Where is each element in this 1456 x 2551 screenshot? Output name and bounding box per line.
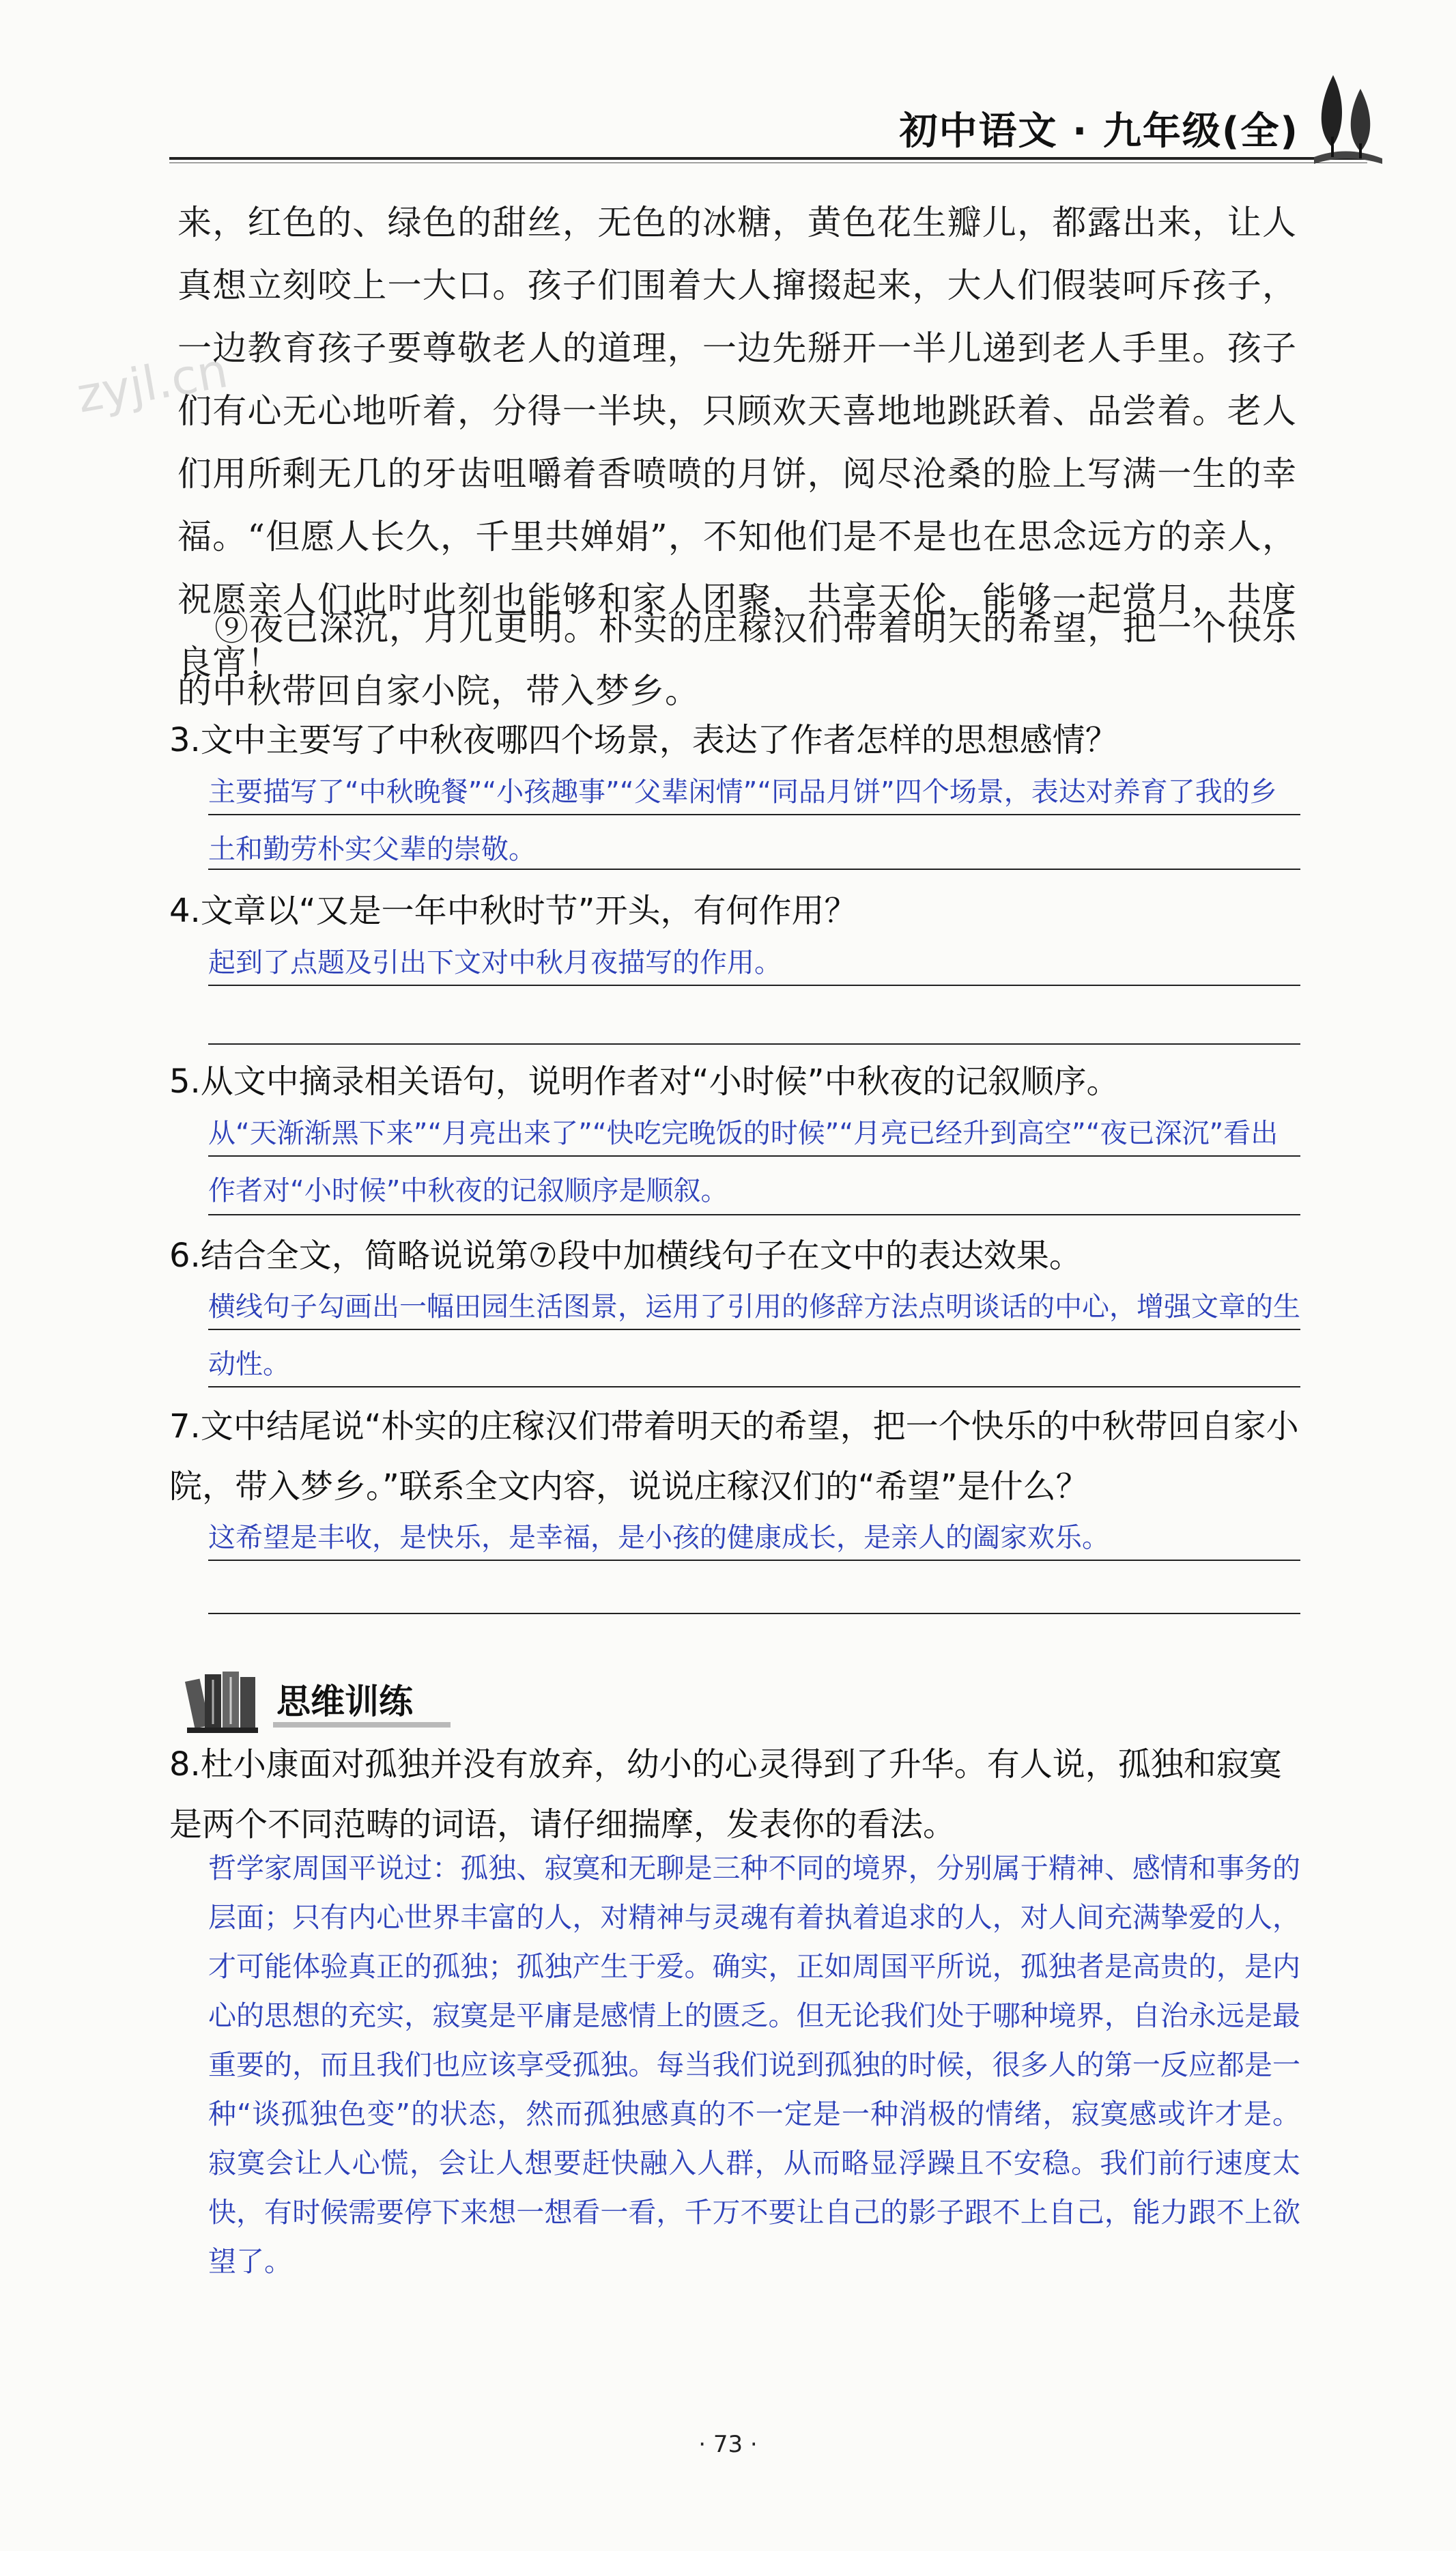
answer-line — [208, 985, 1300, 986]
question-3: 3.文中主要写了中秋夜哪四个场景，表达了作者怎样的思想感情？ — [169, 721, 1118, 759]
passage-paragraph-1: 来，红色的、绿色的甜丝，无色的冰糖，黄色花生瓣儿，都露出来，让人真想立刻咬上一大口。孩子们围着大人撺掇起来，大人们假装呵斥孩子，一边教育孩子要尊敬老人的道理，一边先掰开一半儿递到老人手里。孩子们有心无心地听着，分得一半块，只顾欢天喜地地跳跃着、品尝着。老人们用所剩无几的牙齿咀嚼着香喷喷的月饼，阅尽沧桑的脸上写满一生的幸福。“但愿人长久，千里共婵娟”，不知他们是不是也在思念远方的亲人，祝愿亲人们此时此刻也能够和家人团聚，共享天伦，能够一起赏月，共度良宵！ — [177, 203, 1297, 682]
answer-4: 起到了点题及引出下文对中秋月夜描写的作用。 — [208, 947, 782, 978]
question-4: 4.文章以“又是一年中秋时节”开头，有何作用？ — [169, 892, 857, 930]
header-rule — [169, 157, 1367, 160]
answer-3: 主要描写了“中秋晚餐”“小孩趣事”“父辈闲情”“同品月饼”四个场景，表达对养育了我的乡土和勤劳朴实父辈的崇敬。 — [208, 776, 1277, 865]
answer-8: 哲学家周国平说过：孤独、寂寞和无聊是三种不同的境界，分别属于精神、感情和事务的层面；只有内心世界丰富的人，对精神与灵魂有着执着追求的人，对人间充满挚爱的人，才可能体验真正的孤独；孤独产生于爱。确实，正如周国平所说，孤独者是高贵的，是内心的思想的充实，寂寞是平庸是感情上的匮乏。但无论我们处于哪种境界，自治永远是最重要的，而且我们也应该享受孤独。每当我们说到孤独的时候，很多人的第一反应都是一种“谈孤独色变”的状态，然而孤独感真的不一定是一种消极的情绪，寂寞感或许才是。寂寞会让人心慌，会让人想要赶快融入人群，从而略显浮躁且不安稳。我们前行速度太快，有时候需要停下来想一想看一看，千万不要让自己的影子跟不上自己，能力跟不上欲望了。 — [208, 1852, 1300, 2278]
answer-line — [208, 1560, 1300, 1561]
question-8: 8.杜小康面对孤独并没有放弃，幼小的心灵得到了升华。有人说，孤独和寂寞是两个不同范畴的词语，请仔细揣摩，发表你的看法。 — [169, 1745, 1282, 1844]
tree-logo-icon — [1306, 68, 1388, 171]
question-7: 7.文中结尾说“朴实的庄稼汉们带着明天的希望，把一个快乐的中秋带回自家小院，带入梦乡。”联系全文内容，说说庄稼汉们的“希望”是什么？ — [169, 1407, 1299, 1506]
passage-paragraph-2: ⑨夜已深沉，月儿更明。朴实的庄稼汉们带着明天的希望，把一个快乐的中秋带回自家小院，带入梦乡。 — [177, 608, 1297, 711]
answer-line — [208, 1329, 1300, 1330]
answer-line — [208, 869, 1300, 870]
page-number: · 73 · — [698, 2431, 758, 2458]
question-6: 6.结合全文，简略说说第⑦段中加横线句子在文中的表达效果。 — [169, 1237, 1082, 1275]
answer-7: 这希望是丰收，是快乐，是幸福，是小孩的健康成长，是亲人的阖家欢乐。 — [208, 1522, 1109, 1553]
answer-line — [208, 814, 1300, 815]
section-header — [184, 1659, 457, 1741]
answer-line — [208, 1043, 1300, 1045]
header-title: 初中语文 · 九年级(全) — [899, 109, 1299, 154]
answer-5: 从“天渐渐黑下来”“月亮出来了”“快吃完晚饭的时候”“月亮已经升到高空”“夜已深沉”看出作者对“小时候”中秋夜的记叙顺序是顺叙。 — [208, 1118, 1279, 1207]
section-title: 思维训练 — [276, 1682, 413, 1721]
answer-line — [208, 1155, 1300, 1157]
answer-line — [208, 1386, 1300, 1387]
answer-line — [208, 1613, 1300, 1614]
question-5: 5.从文中摘录相关语句，说明作者对“小时候”中秋夜的记叙顺序。 — [169, 1062, 1119, 1101]
books-icon — [184, 1659, 261, 1736]
answer-line — [208, 1214, 1300, 1215]
answer-6: 横线句子勾画出一幅田园生活图景，运用了引用的修辞方法点明谈话的中心，增强文章的生动性。 — [208, 1291, 1300, 1380]
watermark: zyjl.cn — [72, 342, 232, 424]
